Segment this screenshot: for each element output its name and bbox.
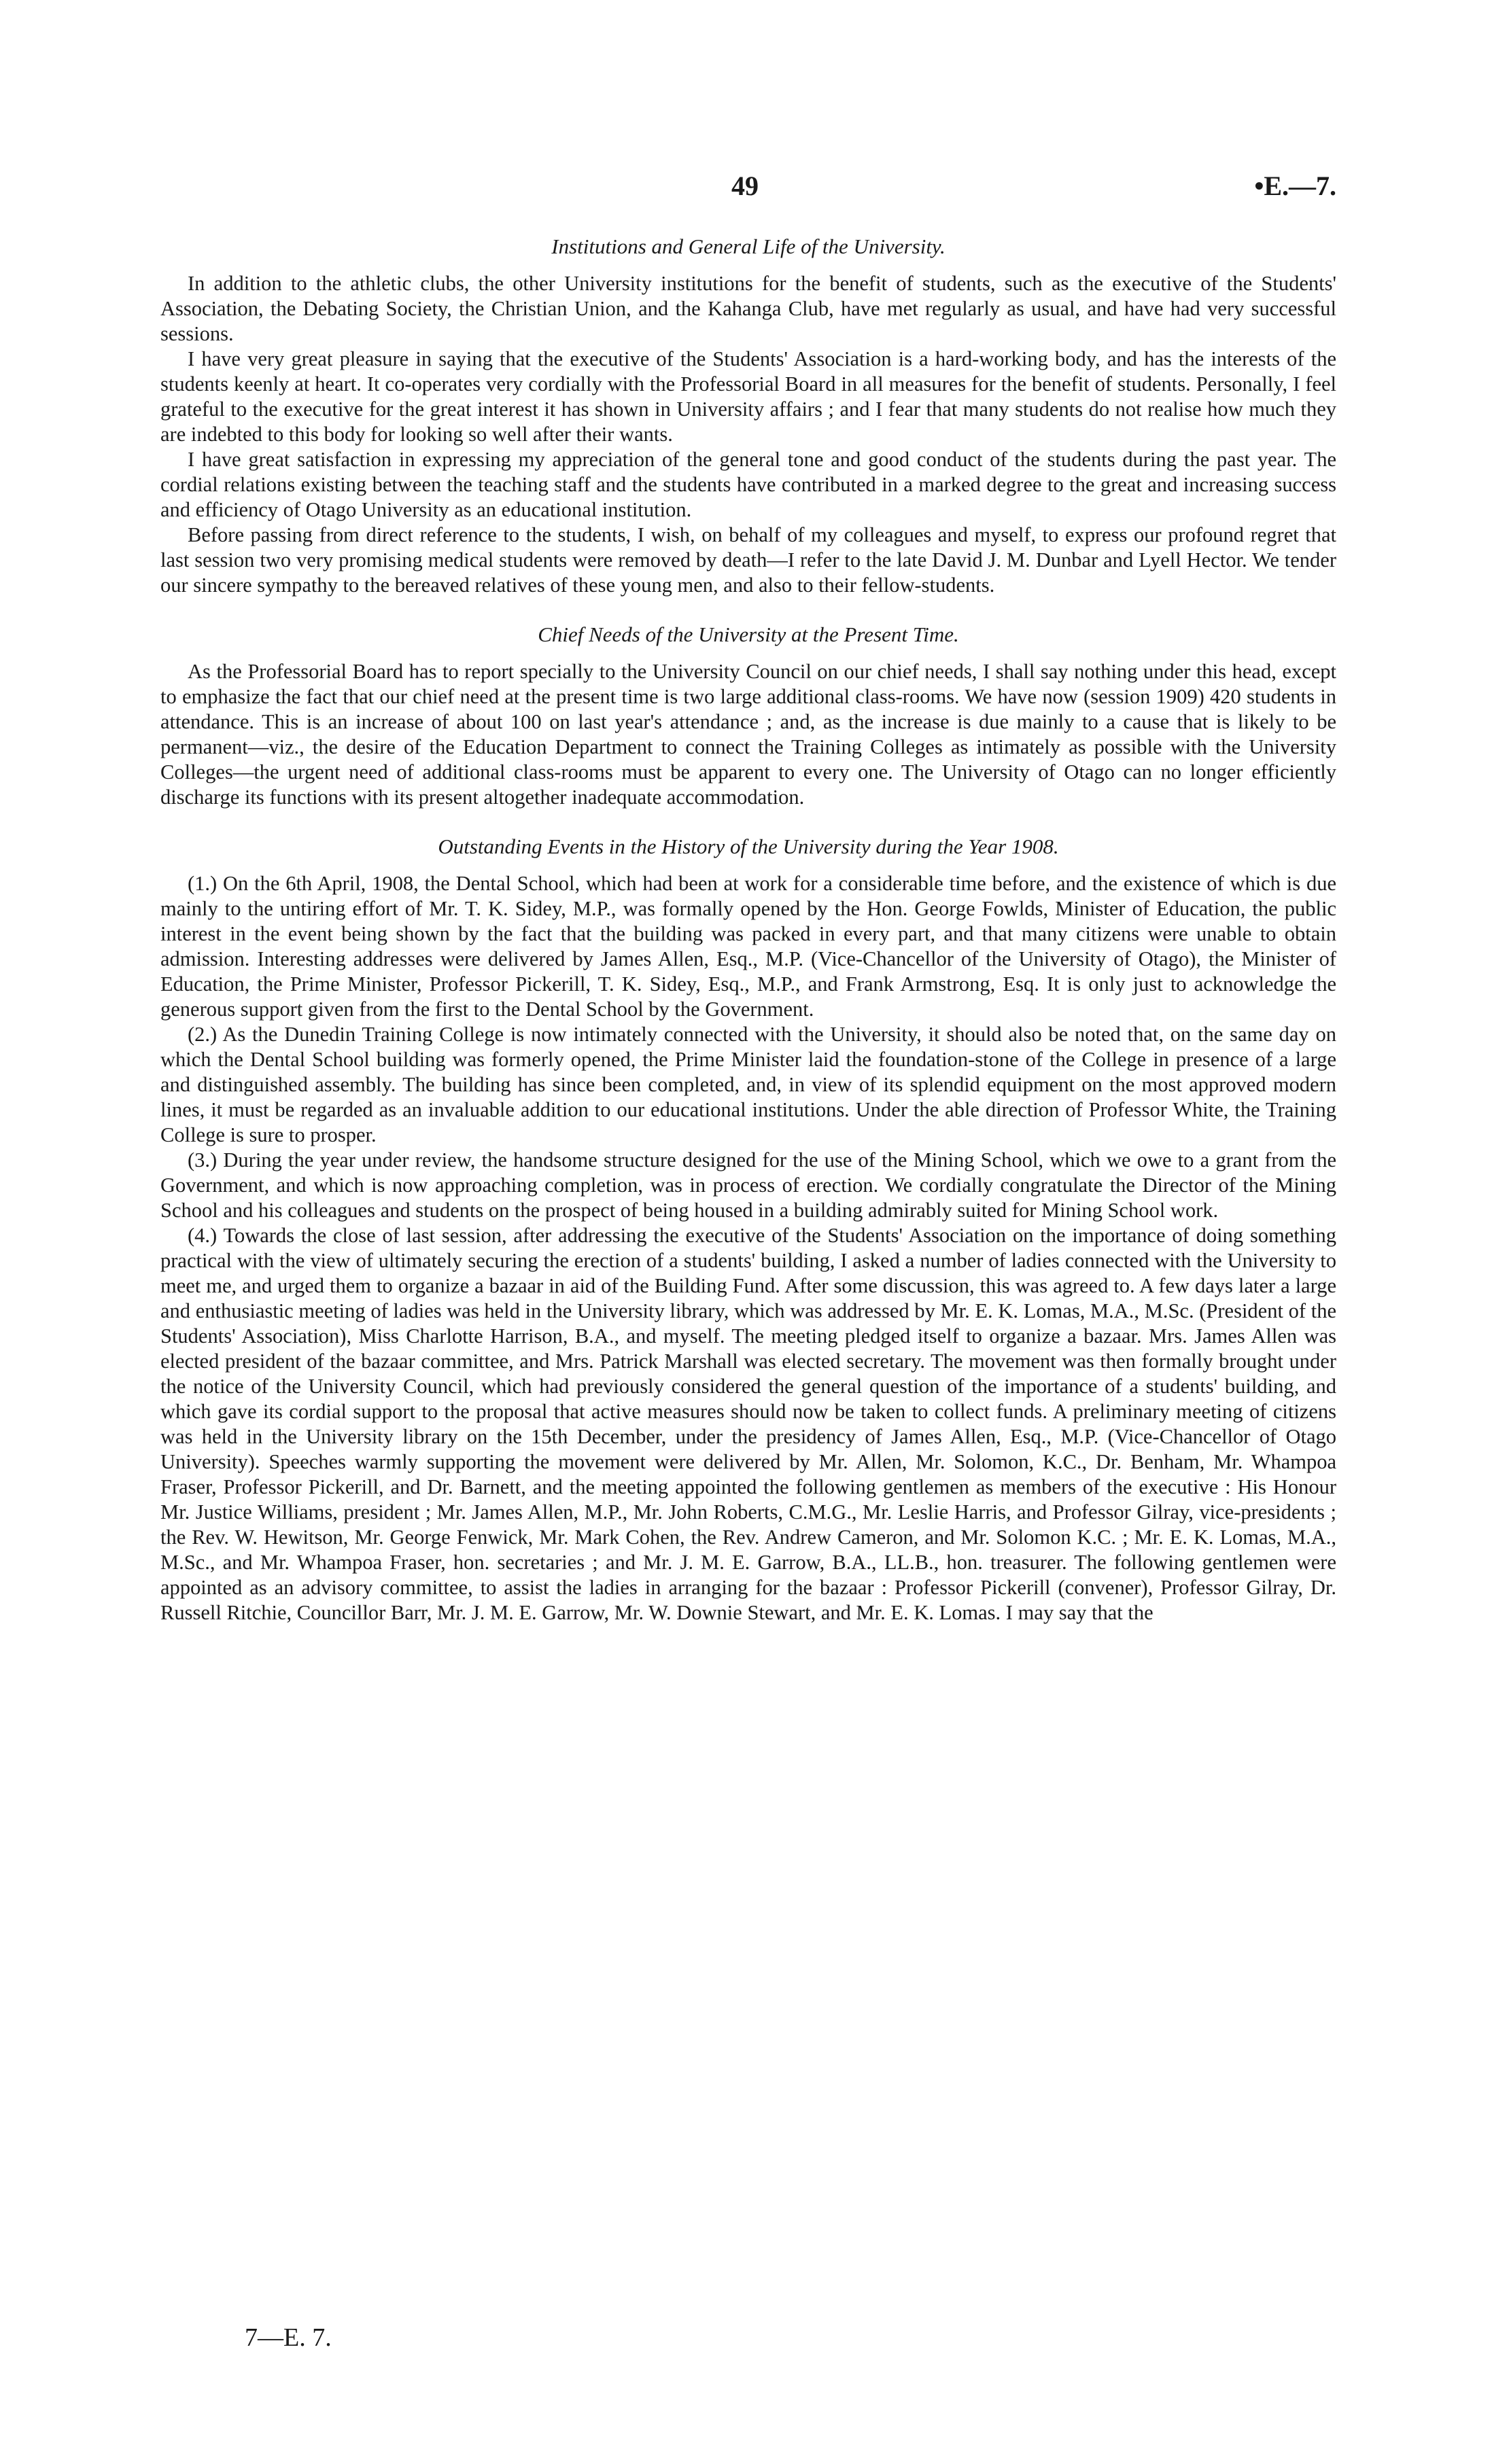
- paragraph: I have very great pleasure in saying that the executive of the Students' Association is a hard-working body, and has the interests of the students keenly at heart. It co-operates very cordially with the Professorial Board in all measures for the benefit of students. Personally, I feel grateful to the executive for the great interest it has shown in University affairs ; and I fear that many students do not realise how much they are indebted to this body for looking so well after their wants.: [160, 347, 1336, 446]
- section-institutions: [160, 234, 1336, 598]
- paragraph: As the Professorial Board has to report specially to the University Council on our chief needs, I shall say nothing under this head, except to emphasize the fact that our chief need at the present time is two large additional class-rooms. We have now (session 1909) 420 students in attendance. This is an increase of about 100 on last year's attendance ; and, as the increase is due mainly to a cause that is likely to be permanent—viz., the desire of the Education Department to connect the Training Colleges as intimately as possible with the University Colleges—the urgent need of additional class-rooms must be apparent to every one. The University of Otago can no longer efficiently discharge its functions with its present altogether inadequate accommodation.: [160, 660, 1336, 809]
- page-header: [160, 170, 1336, 211]
- paragraph: (2.) As the Dunedin Training College is now intimately connected with the University, it should also be noted that, on the same day on which the Dental School building was formerly opened, the Prime Minister laid the foundation-stone of the College in presence of a large and distinguished assembly. The building has since been completed, and, in view of its splendid equipment on the most approved modern lines, it must be regarded as an invaluable addition to our educational institutions. Under the able direction of Professor White, the Training College is sure to prosper.: [160, 1023, 1336, 1146]
- document-body: [160, 234, 1336, 1650]
- paragraph: (4.) Towards the close of last session, after addressing the executive of the Students' Association on the importance of doing something practical with the view of ultimately securing the erection of a students' building, I asked a number of ladies connected with the University to meet me, and urged them to organize a bazaar in aid of the Building Fund. After some discussion, this was agreed to. A few days later a large and enthusiastic meeting of ladies was held in the University library, which was addressed by Mr. E. K. Lomas, M.A., M.Sc. (President of the Students' Association), Miss Charlotte Harrison, B.A., and myself. The meeting pledged itself to organize a bazaar. Mrs. James Allen was elected president of the bazaar committee, and Mrs. Patrick Marshall was elected secretary. The movement was then formally brought under the notice of the University Council, which had previously considered the general question of the importance of a students' building, and which gave its cordial support to the proposal that active measures should now be taken to collect funds. A preliminary meeting of citizens was held in the University library on the 15th December, under the presidency of James Allen, Esq., M.P. (Vice-Chancellor of Otago University). Speeches warmly supporting the movement were delivered by Mr. Allen, Mr. Solomon, K.C., Dr. Benham, Mr. Whampoa Fraser, Professor Pickerill, and Dr. Barnett, and the meeting appointed the following gentlemen as members of the executive : His Honour Mr. Justice Williams, president ; Mr. James Allen, M.P., Mr. John Roberts, C.M.G., Mr. Leslie Harris, and Professor Gilray, vice-presidents ; the Rev. W. Hewitson, Mr. George Fenwick, Mr. Mark Cohen, the Rev. Andrew Cameron, and Mr. Solomon K.C. ; Mr. E. K. Lomas, M.A., M.Sc., and Mr. Whampoa Fraser, hon. secretaries ; and Mr. J. M. E. Garrow, B.A., LL.B., hon. treasurer. The following gentlemen were appointed as an advisory committee, to assist the ladies in arranging for the bazaar : Professor Pickerill (convener), Professor Gilray, Dr. Russell Ritchie, Councillor Barr, Mr. J. M. E. Garrow, Mr. W. Downie Stewart, and Mr. E. K. Lomas. I may say that the: [160, 1224, 1336, 1624]
- section-heading: Outstanding Events in the History of the University during the Year 1908.: [438, 834, 1059, 858]
- section-heading: Chief Needs of the University at the Present Time.: [538, 622, 959, 646]
- section-outstanding-events: [160, 834, 1336, 1625]
- paragraph: In addition to the athletic clubs, the other University institutions for the benefit of students, such as the executive of the Students' Association, the Debating Society, the Christian Union, and the Kahanga Club, have met regularly as usual, and have had very successful sessions.: [160, 272, 1336, 345]
- paragraph: (1.) On the 6th April, 1908, the Dental School, which had been at work for a considerable time before, and the existence of which is due mainly to the untiring effort of Mr. T. K. Sidey, M.P., was formally opened by the Hon. George Fowlds, Minister of Education, the public interest in the event being shown by the fact that the building was packed in every part, and that many citizens were unable to obtain admission. Interesting addresses were delivered by James Allen, Esq., M.P. (Vice-Chancellor of the University of Otago), the Minister of Education, the Prime Minister, Professor Pickerill, T. K. Sidey, Esq., M.P., and Frank Armstrong, Esq. It is only just to acknowledge the generous support given from the first to the Dental School by the Government.: [160, 872, 1336, 1021]
- paragraph: Before passing from direct reference to the students, I wish, on behalf of my colleagues and myself, to express our profound regret that last session two very promising medical students were removed by death—I refer to the late David J. M. Dunbar and Lyell Hector. We tender our sincere sympathy to the bereaved relatives of these young men, and also to their fellow-students.: [160, 523, 1336, 597]
- paragraph: I have great satisfaction in expressing my appreciation of the general tone and good conduct of the students during the past year. The cordial relations existing between the teaching staff and the students have contributed in a marked degree to the great and increasing success and efficiency of Otago University as an educational institution.: [160, 448, 1336, 521]
- document-reference: •E.—7.: [1254, 171, 1336, 201]
- paragraph: (3.) During the year under review, the handsome structure designed for the use of the Mining School, which we owe to a grant from the Government, and which is now approaching completion, was in process of erection. We cordially congratulate the Director of the Mining School and his colleagues and students on the prospect of being housed in a building admirably suited for Mining School work.: [160, 1148, 1336, 1222]
- footer-signature: 7—E. 7.: [245, 2323, 332, 2352]
- section-chief-needs: [160, 622, 1336, 810]
- section-heading: Institutions and General Life of the University.: [551, 234, 946, 258]
- page-number: 49: [731, 171, 759, 201]
